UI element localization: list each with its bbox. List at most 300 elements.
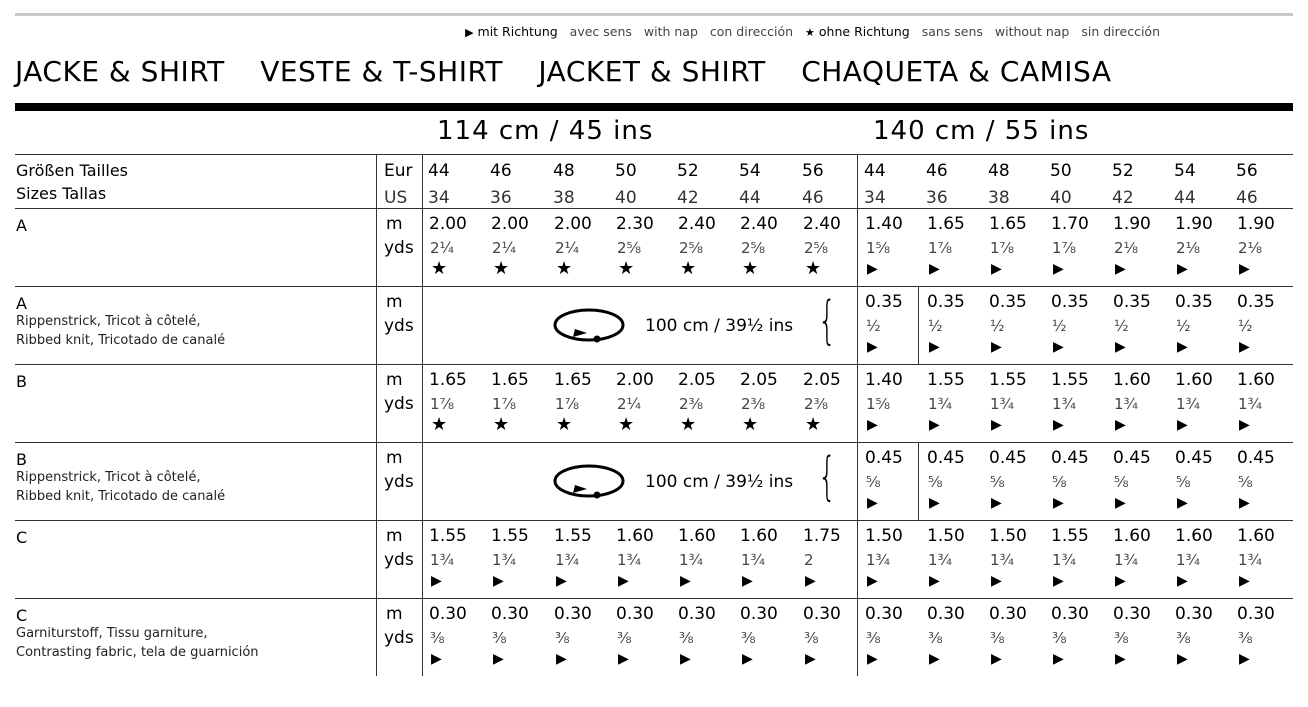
unit-m: m [386,370,403,390]
yard-value: ½ [1238,317,1253,335]
with-nap-icon: ▶ [929,651,940,667]
meter-value: 1.55 [989,370,1027,390]
yard-value: 2⅝ [617,239,642,257]
yard-value: 1⅝ [866,239,891,257]
meter-value: 1.50 [927,526,965,546]
meter-value: 0.30 [1237,604,1275,624]
with-nap-icon: ▶ [1239,339,1250,355]
size-us: 34 [864,188,886,208]
yard-value: 1⅞ [1052,239,1077,257]
unit-m: m [386,292,403,312]
size-eur: 56 [1236,161,1258,181]
with-nap-icon: ▶ [867,339,878,355]
meter-value: 2.05 [678,370,716,390]
yard-value: 2¼ [555,239,580,257]
without-nap-symbol: ★ [805,26,815,39]
yard-value: 1¾ [990,395,1015,413]
meter-value: 1.55 [1051,370,1089,390]
without-nap-icon: ★ [431,414,448,435]
table-top-rule [15,154,1293,155]
meter-value: 1.50 [989,526,1027,546]
meter-value: 1.90 [1175,214,1213,234]
with-nap-icon: ▶ [1053,339,1064,355]
without-nap-icon: ★ [493,414,510,435]
yard-value: 2⅝ [679,239,704,257]
with-nap-icon: ▶ [742,651,753,667]
unit-yds: yds [384,316,414,336]
without-nap-icon: ★ [680,258,697,279]
with-nap-icon: ▶ [431,651,442,667]
yard-value: 1¾ [1052,395,1077,413]
with-nap-icon: ▶ [867,495,878,511]
with-nap-icon: ▶ [1053,261,1064,277]
size-eur: 54 [739,161,761,181]
yard-value: 1¾ [1114,551,1139,569]
yard-value: ⅜ [1114,629,1129,647]
top-rule [15,13,1293,16]
without-nap-en: without nap [994,24,1070,39]
size-us: 38 [988,188,1010,208]
yard-value: 2⅝ [804,239,829,257]
meter-value: 1.65 [989,214,1027,234]
row-label: C [16,528,28,547]
with-nap-icon: ▶ [867,573,878,589]
meter-value: 2.00 [616,370,654,390]
with-nap-icon: ▶ [1177,417,1188,433]
with-nap-icon: ▶ [1053,573,1064,589]
with-nap-icon: ▶ [618,573,629,589]
yard-value: 2⅜ [804,395,829,413]
unit-yds: yds [384,550,414,570]
meter-value: 1.40 [865,214,903,234]
with-nap-icon: ▶ [991,339,1002,355]
yard-value: 1¾ [492,551,517,569]
with-nap-icon: ▶ [929,417,940,433]
with-nap-symbol: ▶ [465,26,474,39]
with-nap-en: with nap [643,24,698,39]
unit-m: m [386,604,403,624]
title-en: JACKET & SHIRT [538,55,766,88]
us-label: US [384,188,408,208]
yard-value: 1⅞ [928,239,953,257]
title-de: JACKE & SHIRT [15,55,225,88]
nap-legend [465,24,1168,39]
with-nap-icon: ▶ [1053,417,1064,433]
with-nap-icon: ▶ [1239,261,1250,277]
yard-value: 2⅛ [1114,239,1139,257]
yard-value: ½ [1176,317,1191,335]
meter-value: 2.00 [554,214,592,234]
size-eur: 52 [1112,161,1134,181]
yard-value: ⅜ [741,629,756,647]
yard-value: ½ [1114,317,1129,335]
with-nap-icon: ▶ [1177,261,1188,277]
row-sublabel: Ribbed knit, Tricotado de canalé [16,333,226,348]
knit-inner-rule [918,442,919,520]
yard-value: 2 [804,551,814,569]
with-nap-icon: ▶ [1115,495,1126,511]
yard-value: 2⅜ [741,395,766,413]
meter-value: 0.30 [1113,604,1151,624]
with-nap-icon: ▶ [929,261,940,277]
with-nap-fr: avec sens [569,24,632,39]
meter-value: 2.00 [491,214,529,234]
yard-value: 2⅛ [1176,239,1201,257]
with-nap-icon: ▶ [867,417,878,433]
row-sublabel: Ribbed knit, Tricotado de canalé [16,489,226,504]
with-nap-icon: ▶ [1239,495,1250,511]
yard-value: 1¾ [741,551,766,569]
meter-value: 0.30 [491,604,529,624]
meter-value: 0.45 [865,448,903,468]
meter-value: 0.45 [1113,448,1151,468]
size-us: 40 [615,188,637,208]
with-nap-icon: ▶ [1177,339,1188,355]
meter-value: 0.30 [1175,604,1213,624]
yard-value: 1¾ [1238,551,1263,569]
meter-value: 1.60 [616,526,654,546]
meter-value: 1.55 [1051,526,1089,546]
yard-value: ½ [928,317,943,335]
knit-length-note: 100 cm / 39½ ins [645,472,794,492]
with-nap-icon: ▶ [1177,651,1188,667]
with-nap-icon: ▶ [929,495,940,511]
with-nap-icon: ▶ [929,339,940,355]
size-us: 44 [1174,188,1196,208]
meter-value: 0.45 [1051,448,1089,468]
meter-value: 0.45 [1237,448,1275,468]
without-nap-icon: ★ [556,414,573,435]
with-nap-icon: ▶ [1239,573,1250,589]
without-nap-icon: ★ [493,258,510,279]
with-nap-icon: ▶ [556,573,567,589]
meter-value: 1.60 [740,526,778,546]
size-us: 46 [802,188,824,208]
yard-value: 2¼ [492,239,517,257]
yard-value: 1¾ [1238,395,1263,413]
meter-value: 1.90 [1237,214,1275,234]
yard-value: 1¾ [1176,395,1201,413]
with-nap-icon: ▶ [680,573,691,589]
meter-value: 2.00 [429,214,467,234]
meter-value: 1.65 [554,370,592,390]
units-left-rule [376,154,377,676]
yard-value: 1⅞ [430,395,455,413]
meter-value: 0.35 [1051,292,1089,312]
yard-value: ⅜ [928,629,943,647]
with-nap-es: con dirección [709,24,794,39]
without-nap-icon: ★ [618,258,635,279]
meter-value: 1.60 [1113,526,1151,546]
without-nap-icon: ★ [618,414,635,435]
meter-value: 2.30 [616,214,654,234]
meter-value: 0.35 [1237,292,1275,312]
size-us: 44 [739,188,761,208]
meter-value: 1.65 [927,214,965,234]
with-nap-icon: ▶ [991,651,1002,667]
meter-value: 0.30 [1051,604,1089,624]
yard-value: 2⅝ [741,239,766,257]
size-eur: 56 [802,161,824,181]
brace-icon: { [818,291,837,351]
unit-yds: yds [384,628,414,648]
row-divider [15,598,1293,599]
meter-value: 1.55 [491,526,529,546]
row-sublabel: Contrasting fabric, tela de guarnición [16,645,259,660]
meter-value: 0.45 [989,448,1027,468]
with-nap-icon: ▶ [742,573,753,589]
meter-value: 0.30 [616,604,654,624]
width-divider-rule [857,154,858,676]
meter-value: 1.65 [429,370,467,390]
yard-value: 1¾ [928,551,953,569]
size-eur: 54 [1174,161,1196,181]
unit-m: m [386,448,403,468]
yard-value: 1¾ [555,551,580,569]
title-es: CHAQUETA & CAMISA [801,55,1112,88]
unit-m: m [386,526,403,546]
yard-value: ⅝ [1052,473,1067,491]
row-sublabel: Rippenstrick, Tricot à côtelé, [16,470,201,485]
without-nap-icon: ★ [680,414,697,435]
yard-value: ⅝ [1176,473,1191,491]
yard-value: ⅜ [430,629,445,647]
meter-value: 1.75 [803,526,841,546]
yard-value: 1¾ [617,551,642,569]
yard-value: ⅜ [1176,629,1191,647]
without-nap-icon: ★ [742,258,759,279]
yard-value: 1⅝ [866,395,891,413]
meter-value: 0.30 [865,604,903,624]
meter-value: 1.70 [1051,214,1089,234]
meter-value: 1.60 [1175,370,1213,390]
meter-value: 2.40 [803,214,841,234]
meter-value: 0.45 [927,448,965,468]
with-nap-de: mit Richtung [477,24,558,39]
yard-value: ⅝ [866,473,881,491]
with-nap-icon: ▶ [1115,261,1126,277]
row-divider [15,286,1293,287]
meter-value: 1.60 [1175,526,1213,546]
with-nap-icon: ▶ [1115,339,1126,355]
with-nap-icon: ▶ [1053,651,1064,667]
meter-value: 0.30 [678,604,716,624]
yard-value: ⅝ [928,473,943,491]
size-eur: 48 [988,161,1010,181]
with-nap-icon: ▶ [867,261,878,277]
meter-value: 1.90 [1113,214,1151,234]
row-sublabel: Garniturstoff, Tissu garniture, [16,626,208,641]
meter-value: 1.40 [865,370,903,390]
size-eur: 44 [864,161,886,181]
units-right-rule [422,154,423,676]
yard-value: ⅜ [555,629,570,647]
size-us: 46 [1236,188,1258,208]
size-label-line2: Sizes Tallas [16,184,107,203]
yard-value: 1⅞ [990,239,1015,257]
meter-value: 1.50 [865,526,903,546]
meter-value: 0.35 [865,292,903,312]
row-label: C [16,606,28,625]
meter-value: 0.45 [1175,448,1213,468]
yard-value: 1¾ [866,551,891,569]
yard-value: 1¾ [1176,551,1201,569]
meter-value: 0.35 [1113,292,1151,312]
size-eur: 46 [490,161,512,181]
title-fr: VESTE & T-SHIRT [260,55,503,88]
meter-value: 1.60 [1237,526,1275,546]
unit-yds: yds [384,238,414,258]
size-label-line1: Größen Tailles [16,161,129,180]
yard-value: ⅜ [990,629,1005,647]
meter-value: 0.30 [803,604,841,624]
with-nap-icon: ▶ [1115,573,1126,589]
meter-value: 1.65 [491,370,529,390]
meter-value: 0.35 [989,292,1027,312]
without-nap-icon: ★ [431,258,448,279]
with-nap-icon: ▶ [431,573,442,589]
row-label: B [16,372,27,391]
size-us: 40 [1050,188,1072,208]
meter-value: 0.30 [429,604,467,624]
size-eur: 50 [1050,161,1072,181]
row-label: A [16,216,27,235]
with-nap-icon: ▶ [618,651,629,667]
with-nap-icon: ▶ [493,651,504,667]
yard-value: ½ [990,317,1005,335]
meter-value: 1.60 [678,526,716,546]
knit-band-icon [553,305,633,349]
yard-value: ⅝ [990,473,1005,491]
without-nap-es: sin dirección [1081,24,1160,39]
without-nap-fr: sans sens [921,24,983,39]
with-nap-icon: ▶ [991,417,1002,433]
size-us: 42 [1112,188,1134,208]
knit-band-icon [553,461,633,505]
with-nap-icon: ▶ [991,495,1002,511]
knit-length-note: 100 cm / 39½ ins [645,316,794,336]
size-eur: 44 [428,161,450,181]
row-sublabel: Rippenstrick, Tricot à côtelé, [16,314,201,329]
yard-value: ⅜ [804,629,819,647]
yard-value: ⅝ [1114,473,1129,491]
with-nap-icon: ▶ [1177,495,1188,511]
unit-yds: yds [384,472,414,492]
meter-value: 0.30 [740,604,778,624]
yard-value: ½ [1052,317,1067,335]
size-eur: 46 [926,161,948,181]
yard-value: ½ [866,317,881,335]
width-header-140: 140 cm / 55 ins [873,116,1090,146]
with-nap-icon: ▶ [1053,495,1064,511]
meter-value: 2.40 [678,214,716,234]
meter-value: 0.35 [927,292,965,312]
yard-value: 1¾ [430,551,455,569]
row-label: B [16,450,27,469]
without-nap-icon: ★ [556,258,573,279]
yard-value: 2⅜ [679,395,704,413]
brace-icon: { [818,447,837,507]
with-nap-icon: ▶ [1115,651,1126,667]
meter-value: 2.05 [740,370,778,390]
eur-label: Eur [384,161,413,181]
with-nap-icon: ▶ [991,261,1002,277]
meter-value: 1.60 [1113,370,1151,390]
size-us: 38 [553,188,575,208]
row-divider [15,364,1293,365]
meter-value: 0.35 [1175,292,1213,312]
with-nap-icon: ▶ [680,651,691,667]
yard-value: 1⅞ [555,395,580,413]
with-nap-icon: ▶ [1177,573,1188,589]
with-nap-icon: ▶ [805,651,816,667]
yard-value: 1¾ [1052,551,1077,569]
yard-value: ⅜ [866,629,881,647]
size-us: 34 [428,188,450,208]
size-us: 36 [490,188,512,208]
with-nap-icon: ▶ [556,651,567,667]
size-eur: 48 [553,161,575,181]
without-nap-icon: ★ [742,414,759,435]
unit-m: m [386,214,403,234]
yard-value: 1¾ [928,395,953,413]
row-label: A [16,294,27,313]
row-divider [15,208,1293,209]
yard-value: 2¼ [617,395,642,413]
meter-value: 0.30 [554,604,592,624]
page-title [15,55,1137,88]
without-nap-de: ohne Richtung [818,24,910,39]
yard-value: ⅝ [1238,473,1253,491]
with-nap-icon: ▶ [805,573,816,589]
without-nap-icon: ★ [805,258,822,279]
yard-value: 1¾ [1114,395,1139,413]
row-divider [15,520,1293,521]
yard-value: ⅜ [492,629,507,647]
yard-value: ⅜ [1238,629,1253,647]
row-divider [15,442,1293,443]
with-nap-icon: ▶ [1115,417,1126,433]
size-us: 42 [677,188,699,208]
with-nap-icon: ▶ [1239,651,1250,667]
yard-value: ⅜ [679,629,694,647]
meter-value: 1.60 [1237,370,1275,390]
size-eur: 50 [615,161,637,181]
meter-value: 0.30 [989,604,1027,624]
title-rule [15,103,1293,111]
with-nap-icon: ▶ [929,573,940,589]
meter-value: 1.55 [554,526,592,546]
size-us: 36 [926,188,948,208]
yard-value: 1⅞ [492,395,517,413]
meter-value: 1.55 [429,526,467,546]
meter-value: 2.40 [740,214,778,234]
meter-value: 0.30 [927,604,965,624]
meter-value: 1.55 [927,370,965,390]
yard-value: 1¾ [990,551,1015,569]
unit-yds: yds [384,394,414,414]
with-nap-icon: ▶ [493,573,504,589]
without-nap-icon: ★ [805,414,822,435]
width-header-114: 114 cm / 45 ins [437,116,654,146]
yard-value: 1¾ [679,551,704,569]
size-eur: 52 [677,161,699,181]
knit-inner-rule [918,286,919,364]
yard-value: ⅜ [617,629,632,647]
yard-value: 2⅛ [1238,239,1263,257]
with-nap-icon: ▶ [1239,417,1250,433]
yard-value: ⅜ [1052,629,1067,647]
